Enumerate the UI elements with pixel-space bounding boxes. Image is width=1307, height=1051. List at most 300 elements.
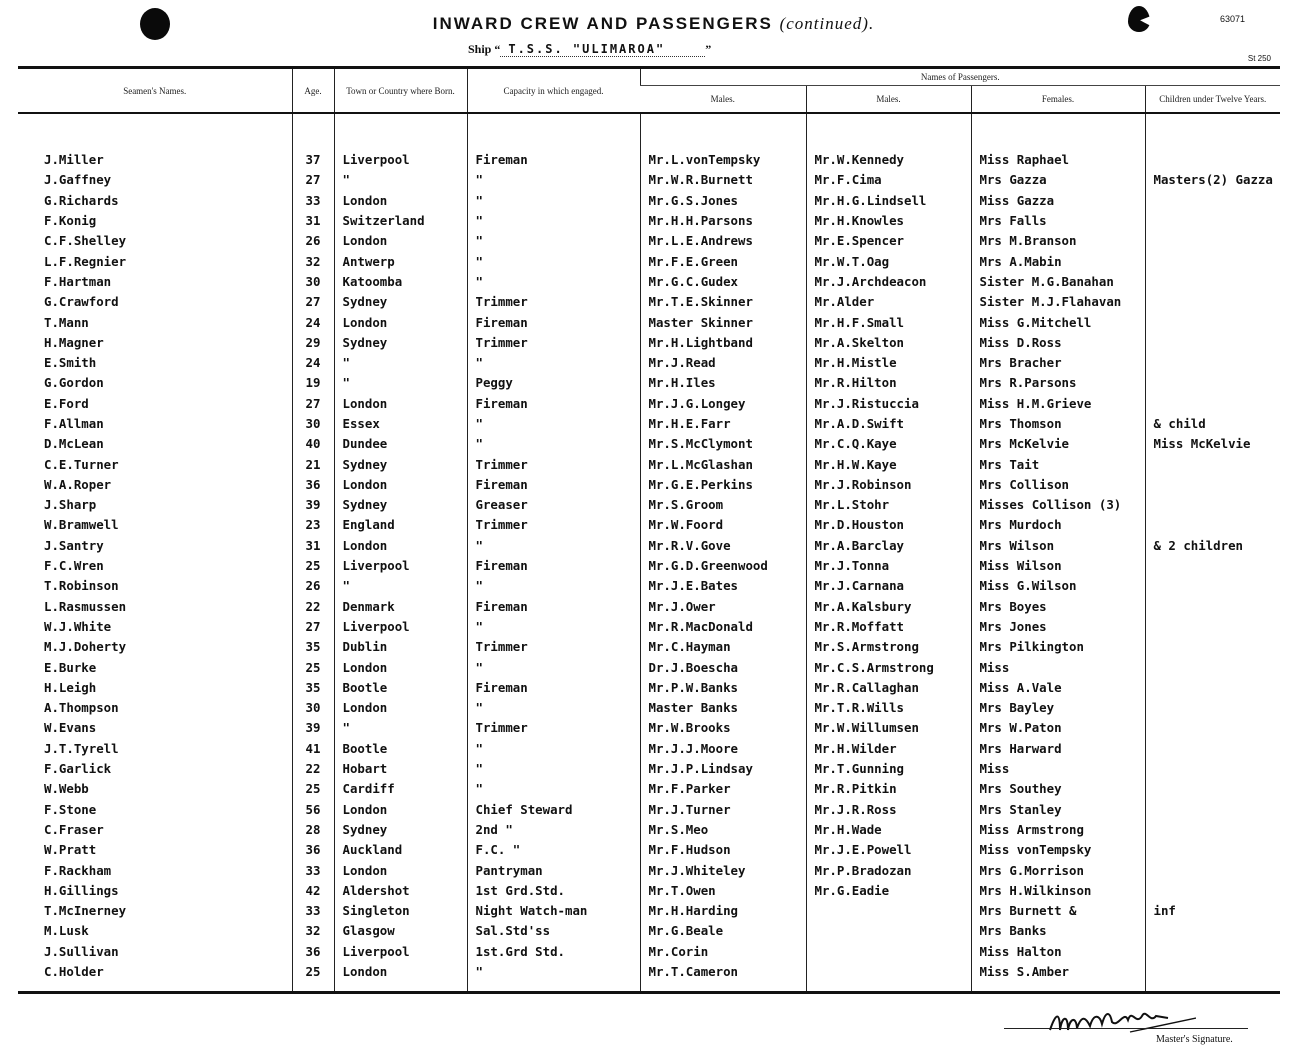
- passenger-female: Miss Gazza: [971, 191, 1145, 211]
- seaman-birthplace: Hobart: [334, 759, 467, 779]
- passenger-female: Miss S.Amber: [971, 962, 1145, 982]
- table-row: [18, 921, 1280, 941]
- passenger-male-1: Mr.G.D.Greenwood: [640, 556, 806, 576]
- passenger-male-2: Mr.E.Spencer: [806, 231, 971, 251]
- passenger-child: [1145, 718, 1280, 738]
- passenger-male-2: Mr.H.Mistle: [806, 353, 971, 373]
- passenger-male-2: Mr.W.Kennedy: [806, 150, 971, 170]
- passenger-female: Mrs Bayley: [971, 698, 1145, 718]
- seaman-age: 32: [292, 251, 334, 271]
- seaman-name: J.Miller: [44, 152, 104, 168]
- seaman-name: M.J.Doherty: [44, 639, 127, 655]
- passenger-child: & child: [1145, 414, 1280, 434]
- seaman-capacity: Fireman: [467, 556, 640, 576]
- seaman-birthplace: Essex: [334, 414, 467, 434]
- table-row: [18, 942, 1280, 962]
- seaman-birthplace: Aldershot: [334, 881, 467, 901]
- passenger-male-1: Master Banks: [640, 698, 806, 718]
- seaman-capacity: ": [467, 536, 640, 556]
- seaman-capacity: ": [467, 962, 640, 982]
- seaman-capacity: Fireman: [467, 394, 640, 414]
- passenger-child: Miss McKelvie: [1145, 434, 1280, 454]
- passenger-female: Mrs A.Mabin: [971, 251, 1145, 271]
- passenger-male-2: [806, 921, 971, 941]
- signature-line: [1004, 1028, 1248, 1029]
- passenger-male-2: Mr.J.E.Powell: [806, 840, 971, 860]
- table-row: [18, 292, 1280, 312]
- passenger-child: [1145, 942, 1280, 962]
- col-header-town: Town or Country where Born.: [334, 68, 467, 114]
- passenger-male-2: Mr.D.Houston: [806, 515, 971, 535]
- passenger-female: Miss G.Mitchell: [971, 312, 1145, 332]
- seaman-birthplace: Liverpool: [334, 556, 467, 576]
- passenger-male-2: Mr.L.Stohr: [806, 495, 971, 515]
- passenger-child: [1145, 231, 1280, 251]
- table-row: [18, 718, 1280, 738]
- seaman-age: 25: [292, 779, 334, 799]
- seaman-birthplace: London: [334, 962, 467, 982]
- title-main: INWARD CREW AND PASSENGERS: [432, 14, 773, 33]
- seaman-capacity: F.C. ": [467, 840, 640, 860]
- seaman-birthplace: London: [334, 536, 467, 556]
- seaman-capacity: Fireman: [467, 150, 640, 170]
- seaman-name: C.Fraser: [44, 821, 104, 837]
- passenger-child: [1145, 921, 1280, 941]
- passenger-child: [1145, 860, 1280, 880]
- seaman-name: E.Smith: [44, 355, 97, 371]
- seaman-age: 25: [292, 657, 334, 677]
- seaman-age: 35: [292, 637, 334, 657]
- passenger-child: [1145, 820, 1280, 840]
- passenger-female: Mrs Southey: [971, 779, 1145, 799]
- seaman-capacity: Fireman: [467, 312, 640, 332]
- seaman-name: W.Evans: [44, 720, 97, 736]
- passenger-female: Mrs M.Branson: [971, 231, 1145, 251]
- passenger-male-1: Mr.F.E.Green: [640, 251, 806, 271]
- seaman-age: 33: [292, 901, 334, 921]
- table-row: [18, 231, 1280, 251]
- passenger-female: Miss Raphael: [971, 150, 1145, 170]
- table-row: [18, 820, 1280, 840]
- passenger-female: Miss Wilson: [971, 556, 1145, 576]
- seaman-birthplace: Glasgow: [334, 921, 467, 941]
- passenger-male-2: [806, 962, 971, 982]
- seaman-age: 36: [292, 942, 334, 962]
- ship-name: T.S.S. "ULIMAROA": [500, 42, 705, 57]
- table-row: [18, 475, 1280, 495]
- passenger-female: Mrs H.Wilkinson: [971, 881, 1145, 901]
- seaman-birthplace: London: [334, 475, 467, 495]
- passenger-female: Misses Collison (3): [971, 495, 1145, 515]
- passenger-male-1: Mr.L.McGlashan: [640, 454, 806, 474]
- passenger-male-1: Mr.T.E.Skinner: [640, 292, 806, 312]
- table-row: [18, 454, 1280, 474]
- passenger-child: [1145, 251, 1280, 271]
- seaman-name: T.Mann: [44, 314, 89, 330]
- passenger-female: Miss: [971, 657, 1145, 677]
- passenger-male-2: Mr.J.Ristuccia: [806, 394, 971, 414]
- seaman-name: W.A.Roper: [44, 476, 112, 492]
- seaman-birthplace: England: [334, 515, 467, 535]
- passenger-female: Mrs Gazza: [971, 170, 1145, 190]
- passenger-male-1: Mr.S.Groom: [640, 495, 806, 515]
- seaman-capacity: Trimmer: [467, 292, 640, 312]
- seaman-birthplace: Dundee: [334, 434, 467, 454]
- seaman-name: F.Konig: [44, 213, 97, 229]
- seaman-name: T.Robinson: [44, 578, 119, 594]
- seaman-name: M.Lusk: [44, 923, 89, 939]
- passenger-male-2: Mr.Alder: [806, 292, 971, 312]
- passenger-female: Sister M.G.Banahan: [971, 272, 1145, 292]
- seaman-birthplace: ": [334, 170, 467, 190]
- seaman-capacity: ": [467, 434, 640, 454]
- passenger-child: inf: [1145, 901, 1280, 921]
- seaman-age: 39: [292, 718, 334, 738]
- passenger-male-1: Mr.L.E.Andrews: [640, 231, 806, 251]
- manifest-body: [18, 113, 1280, 993]
- seaman-capacity: ": [467, 576, 640, 596]
- passenger-male-1: Mr.J.Ower: [640, 597, 806, 617]
- passenger-female: Mrs Wilson: [971, 536, 1145, 556]
- seaman-capacity: 1st.Grd Std.: [467, 942, 640, 962]
- table-row: [18, 211, 1280, 231]
- seaman-birthplace: Katoomba: [334, 272, 467, 292]
- seaman-name: H.Leigh: [44, 679, 97, 695]
- passenger-child: & 2 children: [1145, 536, 1280, 556]
- seaman-age: 23: [292, 515, 334, 535]
- seaman-name: F.Rackham: [44, 862, 112, 878]
- passenger-child: [1145, 312, 1280, 332]
- passenger-male-1: Mr.T.Cameron: [640, 962, 806, 982]
- seaman-age: 32: [292, 921, 334, 941]
- seaman-age: 25: [292, 962, 334, 982]
- table-row: [18, 962, 1280, 982]
- passenger-male-2: Mr.J.Carnana: [806, 576, 971, 596]
- seaman-name: J.Sharp: [44, 497, 97, 513]
- table-row: [18, 333, 1280, 353]
- passenger-male-2: Mr.T.Gunning: [806, 759, 971, 779]
- passenger-male-1: Mr.J.G.Longey: [640, 394, 806, 414]
- seaman-capacity: ": [467, 251, 640, 271]
- table-row: [18, 860, 1280, 880]
- passenger-male-2: Mr.H.Knowles: [806, 211, 971, 231]
- passenger-male-2: Mr.J.Archdeacon: [806, 272, 971, 292]
- page-title: [0, 14, 1307, 34]
- seaman-capacity: Chief Steward: [467, 800, 640, 820]
- seaman-name: E.Burke: [44, 659, 97, 675]
- passenger-child: [1145, 962, 1280, 982]
- seaman-capacity: Fireman: [467, 678, 640, 698]
- passenger-male-2: Mr.A.Skelton: [806, 333, 971, 353]
- passenger-male-1: Mr.R.V.Gove: [640, 536, 806, 556]
- passenger-male-2: Mr.T.R.Wills: [806, 698, 971, 718]
- passenger-male-1: Mr.J.E.Bates: [640, 576, 806, 596]
- passenger-female: Mrs Harward: [971, 739, 1145, 759]
- passenger-child: [1145, 394, 1280, 414]
- seaman-age: 22: [292, 597, 334, 617]
- passenger-male-2: Mr.H.F.Small: [806, 312, 971, 332]
- seaman-capacity: Greaser: [467, 495, 640, 515]
- seaman-name: W.J.White: [44, 618, 112, 634]
- col-header-males-1: Males.: [640, 86, 806, 114]
- seaman-name: L.Rasmussen: [44, 598, 127, 614]
- seaman-birthplace: Auckland: [334, 840, 467, 860]
- seaman-age: 27: [292, 394, 334, 414]
- passenger-male-2: [806, 901, 971, 921]
- seaman-name: F.Garlick: [44, 761, 112, 777]
- passenger-female: Mrs Collison: [971, 475, 1145, 495]
- seaman-age: 33: [292, 191, 334, 211]
- passenger-child: [1145, 272, 1280, 292]
- seaman-birthplace: Cardiff: [334, 779, 467, 799]
- seaman-name: G.Richards: [44, 192, 119, 208]
- passenger-male-2: Mr.P.Bradozan: [806, 860, 971, 880]
- seaman-age: 30: [292, 414, 334, 434]
- seaman-age: 30: [292, 272, 334, 292]
- passenger-male-2: Mr.R.Moffatt: [806, 617, 971, 637]
- col-header-seamen: Seamen's Names.: [18, 68, 292, 114]
- passenger-male-1: Mr.W.Brooks: [640, 718, 806, 738]
- table-row: [18, 414, 1280, 434]
- passenger-female: Mrs McKelvie: [971, 434, 1145, 454]
- passenger-female: Mrs Burnett &: [971, 901, 1145, 921]
- seaman-capacity: ": [467, 657, 640, 677]
- seaman-birthplace: Dublin: [334, 637, 467, 657]
- passenger-male-1: Mr.T.Owen: [640, 881, 806, 901]
- table-row: [18, 150, 1280, 170]
- seaman-age: 39: [292, 495, 334, 515]
- seaman-birthplace: Liverpool: [334, 150, 467, 170]
- passenger-female: Miss H.M.Grieve: [971, 394, 1145, 414]
- seaman-age: 24: [292, 353, 334, 373]
- seaman-name: F.Allman: [44, 416, 104, 431]
- table-spacer-row: [18, 113, 1280, 150]
- seaman-birthplace: Bootle: [334, 678, 467, 698]
- passenger-male-1: Mr.Corin: [640, 942, 806, 962]
- passenger-child: [1145, 800, 1280, 820]
- passenger-male-2: Mr.S.Armstrong: [806, 637, 971, 657]
- seaman-age: 27: [292, 617, 334, 637]
- form-sub-number: St 250: [1247, 54, 1271, 63]
- seaman-age: 19: [292, 373, 334, 393]
- passenger-male-1: Mr.S.McClymont: [640, 434, 806, 454]
- title-suffix: (continued).: [779, 14, 875, 33]
- table-row: [18, 272, 1280, 292]
- table-row: [18, 495, 1280, 515]
- table-row: [18, 597, 1280, 617]
- seaman-name: G.Crawford: [44, 294, 119, 310]
- passenger-male-2: Mr.W.T.Oag: [806, 251, 971, 271]
- seaman-age: 56: [292, 800, 334, 820]
- seaman-capacity: Sal.Std'ss: [467, 921, 640, 941]
- seaman-capacity: Trimmer: [467, 515, 640, 535]
- passenger-male-2: Mr.W.Willumsen: [806, 718, 971, 738]
- passenger-child: [1145, 454, 1280, 474]
- manifest-table: [18, 66, 1280, 994]
- passenger-child: [1145, 637, 1280, 657]
- seaman-birthplace: Antwerp: [334, 251, 467, 271]
- passenger-male-1: Dr.J.Boescha: [640, 657, 806, 677]
- passenger-female: Miss D.Ross: [971, 333, 1145, 353]
- seaman-name: W.Pratt: [44, 842, 97, 858]
- table-row: [18, 515, 1280, 535]
- seaman-name: F.Stone: [44, 801, 97, 817]
- seaman-age: 26: [292, 231, 334, 251]
- table-row: [18, 556, 1280, 576]
- passenger-child: [1145, 840, 1280, 860]
- table-row: [18, 576, 1280, 596]
- seaman-birthplace: ": [334, 353, 467, 373]
- seaman-name: J.T.Tyrell: [44, 740, 119, 756]
- seaman-age: 30: [292, 698, 334, 718]
- seaman-name: W.Webb: [44, 781, 89, 797]
- col-header-passengers-group: Names of Passengers.: [640, 68, 1280, 86]
- table-row: [18, 434, 1280, 454]
- passenger-female: Mrs Pilkington: [971, 637, 1145, 657]
- seaman-age: 29: [292, 333, 334, 353]
- table-row: [18, 678, 1280, 698]
- passenger-child: [1145, 617, 1280, 637]
- passenger-male-1: Mr.G.S.Jones: [640, 191, 806, 211]
- table-row: [18, 394, 1280, 414]
- col-header-children: Children under Twelve Years.: [1145, 86, 1280, 114]
- table-row: [18, 353, 1280, 373]
- table-row: [18, 191, 1280, 211]
- seaman-age: 36: [292, 475, 334, 495]
- seaman-name: J.Sullivan: [44, 943, 119, 959]
- passenger-child: [1145, 150, 1280, 170]
- seaman-age: 31: [292, 211, 334, 231]
- col-header-age: Age.: [292, 68, 334, 114]
- seaman-age: 41: [292, 739, 334, 759]
- seaman-capacity: ": [467, 414, 640, 434]
- passenger-female: Mrs Banks: [971, 921, 1145, 941]
- passenger-female: Mrs W.Paton: [971, 718, 1145, 738]
- passenger-child: [1145, 698, 1280, 718]
- seaman-age: 33: [292, 860, 334, 880]
- seaman-birthplace: Liverpool: [334, 617, 467, 637]
- passenger-male-2: Mr.C.Q.Kaye: [806, 434, 971, 454]
- table-row: [18, 840, 1280, 860]
- col-header-capacity: Capacity in which engaged.: [467, 68, 640, 114]
- seaman-capacity: Pantryman: [467, 860, 640, 880]
- seaman-age: 27: [292, 170, 334, 190]
- passenger-male-2: Mr.R.Pitkin: [806, 779, 971, 799]
- seaman-capacity: ": [467, 272, 640, 292]
- passenger-male-2: Mr.J.R.Ross: [806, 800, 971, 820]
- seaman-capacity: Trimmer: [467, 718, 640, 738]
- passenger-male-1: Master Skinner: [640, 312, 806, 332]
- seaman-capacity: 2nd ": [467, 820, 640, 840]
- seaman-capacity: ": [467, 211, 640, 231]
- table-row: [18, 251, 1280, 271]
- seaman-birthplace: Sydney: [334, 292, 467, 312]
- passenger-child: [1145, 759, 1280, 779]
- seaman-capacity: ": [467, 353, 640, 373]
- passenger-male-2: Mr.R.Hilton: [806, 373, 971, 393]
- seaman-name: H.Gillings: [44, 882, 119, 898]
- passenger-male-1: Mr.S.Meo: [640, 820, 806, 840]
- passenger-female: Mrs Falls: [971, 211, 1145, 231]
- seaman-name: L.F.Regnier: [44, 253, 127, 269]
- passenger-male-1: Mr.J.Read: [640, 353, 806, 373]
- passenger-child: [1145, 353, 1280, 373]
- passenger-child: [1145, 333, 1280, 353]
- seaman-birthplace: ": [334, 718, 467, 738]
- seaman-capacity: Trimmer: [467, 333, 640, 353]
- ship-line: [468, 42, 711, 57]
- seaman-birthplace: Sydney: [334, 333, 467, 353]
- seaman-birthplace: London: [334, 231, 467, 251]
- passenger-female: Miss A.Vale: [971, 678, 1145, 698]
- seaman-birthplace: Switzerland: [334, 211, 467, 231]
- passenger-male-1: Mr.G.E.Perkins: [640, 475, 806, 495]
- seaman-age: 24: [292, 312, 334, 332]
- seaman-age: 25: [292, 556, 334, 576]
- passenger-male-1: Mr.H.Harding: [640, 901, 806, 921]
- seaman-birthplace: Denmark: [334, 597, 467, 617]
- seaman-birthplace: Sydney: [334, 454, 467, 474]
- seaman-age: 31: [292, 536, 334, 556]
- passenger-male-2: Mr.A.Kalsbury: [806, 597, 971, 617]
- passenger-male-1: Mr.W.Foord: [640, 515, 806, 535]
- passenger-male-2: Mr.G.Eadie: [806, 881, 971, 901]
- seaman-age: 27: [292, 292, 334, 312]
- passenger-male-1: Mr.H.Lightband: [640, 333, 806, 353]
- passenger-male-1: Mr.G.Beale: [640, 921, 806, 941]
- ship-label: Ship “: [468, 42, 501, 56]
- table-row: [18, 637, 1280, 657]
- seaman-birthplace: London: [334, 312, 467, 332]
- seaman-birthplace: Liverpool: [334, 942, 467, 962]
- passenger-female: Mrs Jones: [971, 617, 1145, 637]
- passenger-child: [1145, 739, 1280, 759]
- seaman-age: 40: [292, 434, 334, 454]
- seaman-name: A.Thompson: [44, 700, 119, 716]
- passenger-male-2: Mr.J.Tonna: [806, 556, 971, 576]
- table-row: [18, 373, 1280, 393]
- passenger-child: [1145, 881, 1280, 901]
- seaman-capacity: 1st Grd.Std.: [467, 881, 640, 901]
- seaman-birthplace: ": [334, 576, 467, 596]
- seaman-capacity: ": [467, 231, 640, 251]
- table-row: [18, 759, 1280, 779]
- seaman-capacity: Peggy: [467, 373, 640, 393]
- seaman-capacity: ": [467, 779, 640, 799]
- passenger-child: [1145, 576, 1280, 596]
- seaman-capacity: ": [467, 698, 640, 718]
- passenger-male-1: Mr.J.Whiteley: [640, 860, 806, 880]
- passenger-female: Miss Halton: [971, 942, 1145, 962]
- seaman-name: H.Magner: [44, 334, 104, 350]
- passenger-child: [1145, 657, 1280, 677]
- seaman-name: C.E.Turner: [44, 456, 119, 472]
- passenger-child: [1145, 515, 1280, 535]
- passenger-child: [1145, 292, 1280, 312]
- passenger-child: [1145, 556, 1280, 576]
- passenger-male-2: Mr.H.Wilder: [806, 739, 971, 759]
- seaman-birthplace: London: [334, 860, 467, 880]
- passenger-child: [1145, 211, 1280, 231]
- table-row: [18, 901, 1280, 921]
- seaman-birthplace: Sydney: [334, 495, 467, 515]
- seaman-age: 22: [292, 759, 334, 779]
- passenger-male-1: Mr.J.P.Lindsay: [640, 759, 806, 779]
- col-header-females: Females.: [971, 86, 1145, 114]
- seaman-capacity: ": [467, 170, 640, 190]
- seaman-capacity: Trimmer: [467, 454, 640, 474]
- passenger-female: Mrs Bracher: [971, 353, 1145, 373]
